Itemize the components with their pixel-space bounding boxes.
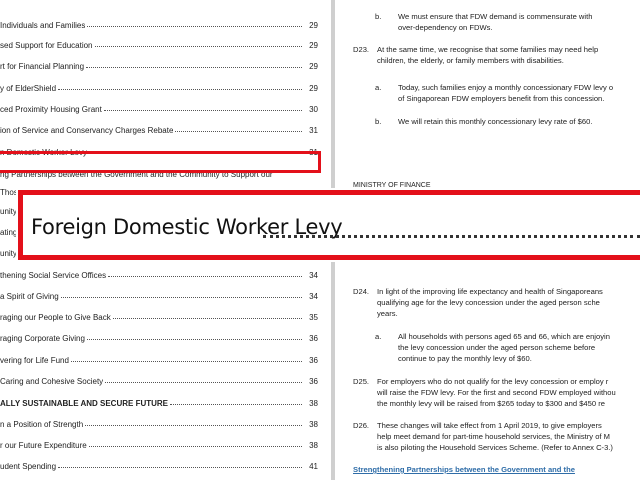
para-text: At the same time, we recognise that some families may need help bbox=[377, 45, 599, 54]
toc-page-number: 29 bbox=[309, 41, 318, 50]
toc-entry-label: rt for Financial Planning bbox=[0, 62, 85, 71]
para-text: will raise the FDW levy. For the first and second FDW employed withou bbox=[377, 388, 616, 397]
para-text: of Singaporean FDW employers benefit from this concession. bbox=[398, 94, 605, 103]
toc-entry bbox=[0, 457, 318, 471]
toc-page-number: 36 bbox=[309, 334, 318, 343]
para-number: D26. bbox=[353, 421, 370, 430]
toc-leader-dots bbox=[95, 46, 302, 47]
toc-entry-label: ALLY SUSTAINABLE AND SECURE FUTURE bbox=[0, 399, 169, 408]
toc-entry-label: sed Support for Education bbox=[0, 41, 93, 50]
toc-entry-label: unity bbox=[0, 249, 17, 258]
para-text: We will retain this monthly concessionary levy rate of $60. bbox=[398, 117, 593, 126]
toc-page-number: 41 bbox=[309, 462, 318, 471]
toc-entry-label: thening Social Service Offices bbox=[0, 271, 107, 280]
toc-entry bbox=[0, 351, 318, 365]
toc-leader-dots bbox=[108, 276, 302, 277]
toc-leader-dots bbox=[175, 131, 302, 132]
toc-entry bbox=[0, 372, 318, 386]
para-marker: a. bbox=[375, 332, 382, 341]
toc-leader-dots bbox=[105, 382, 302, 383]
banner-title: Foreign Domestic Worker Levy bbox=[31, 215, 343, 239]
para-text: These changes will take effect from 1 April 2019, to give employers bbox=[377, 421, 602, 430]
toc-entry-label: Thos bbox=[0, 188, 18, 197]
toc-entry bbox=[0, 100, 318, 114]
toc-entry-label: ng Partnerships between the Government and the Community to Support our bbox=[0, 170, 273, 179]
toc-entry-label: ion of Service and Conservancy Charges Rebate bbox=[0, 126, 174, 135]
toc-page-number: 29 bbox=[309, 84, 318, 93]
toc-entry bbox=[0, 394, 318, 408]
toc-page-number: 31 bbox=[309, 126, 318, 135]
toc-leader-dots bbox=[113, 318, 302, 319]
toc-entry-label: unity bbox=[0, 207, 17, 216]
toc-page-number: 38 bbox=[309, 399, 318, 408]
toc-page-number: 35 bbox=[309, 313, 318, 322]
toc-entry-label: raging Corporate Giving bbox=[0, 334, 85, 343]
toc-leader-dots bbox=[71, 361, 302, 362]
para-text: Today, such families enjoy a monthly concessionary FDW levy o bbox=[398, 83, 614, 92]
toc-entry-label: Individuals and Families bbox=[0, 21, 86, 30]
toc-page-number: 36 bbox=[309, 377, 318, 386]
toc-entry bbox=[0, 287, 318, 301]
para-text: help meet demand for part-time household services, the Ministry of M bbox=[377, 432, 610, 441]
para-marker: a. bbox=[375, 83, 382, 92]
toc-page-number: 30 bbox=[309, 105, 318, 114]
toc-leader-dots bbox=[86, 67, 302, 68]
para-text: qualifying age for the levy concession under the aged person sche bbox=[377, 298, 600, 307]
toc-entry-label: raging our People to Give Back bbox=[0, 313, 111, 322]
section-heading: Strengthening Partnerships between the Government and the bbox=[353, 465, 575, 474]
toc-leader-dots bbox=[85, 425, 302, 426]
para-text: All households with persons aged 65 and 66, which are enjoyin bbox=[398, 332, 610, 341]
toc-entry-label: udent Spending bbox=[0, 462, 57, 471]
toc-entry-label: y of ElderShield bbox=[0, 84, 57, 93]
banner-leader-dots bbox=[263, 235, 640, 238]
toc-page-number: 34 bbox=[309, 271, 318, 280]
para-number: D25. bbox=[353, 377, 370, 386]
para-text: the levy concession under the aged person scheme before bbox=[398, 343, 596, 352]
toc-entry-label: ating bbox=[0, 228, 18, 237]
toc-leader-dots bbox=[61, 297, 302, 298]
toc-page-number: 36 bbox=[309, 356, 318, 365]
toc-leader-dots bbox=[58, 467, 302, 468]
toc-entry bbox=[0, 329, 318, 343]
toc-leader-dots bbox=[87, 26, 302, 27]
toc-entry bbox=[0, 415, 318, 429]
toc-entry-label: Caring and Cohesive Society bbox=[0, 377, 104, 386]
para-number: D23. bbox=[353, 45, 370, 54]
toc-entry bbox=[0, 36, 318, 50]
para-number: D24. bbox=[353, 287, 370, 296]
para-text: We must ensure that FDW demand is commensurate with bbox=[398, 12, 593, 21]
toc-page-number: 29 bbox=[309, 21, 318, 30]
para-text: In light of the improving life expectancy and health of Singaporeans bbox=[377, 287, 603, 296]
para-text: years. bbox=[377, 309, 398, 318]
toc-entry bbox=[0, 79, 318, 93]
toc-leader-dots bbox=[104, 110, 302, 111]
toc-entry bbox=[0, 436, 318, 450]
toc-leader-dots bbox=[58, 89, 302, 90]
toc-leader-dots bbox=[87, 339, 302, 340]
para-marker: b. bbox=[375, 12, 382, 21]
toc-leader-dots bbox=[89, 446, 302, 447]
para-text: continue to pay the monthly levy of $60. bbox=[398, 354, 532, 363]
toc-leader-dots bbox=[170, 404, 302, 405]
toc-entry-label: ced Proximity Housing Grant bbox=[0, 105, 102, 114]
para-marker: b. bbox=[375, 117, 382, 126]
toc-entry bbox=[0, 308, 318, 322]
toc-entry-label: a Spirit of Giving bbox=[0, 292, 59, 301]
toc-entry bbox=[0, 266, 318, 280]
toc-entry bbox=[0, 16, 318, 30]
para-text: For employers who do not qualify for the levy concession or employ r bbox=[377, 377, 609, 386]
toc-entry-label: vering for Life Fund bbox=[0, 356, 69, 365]
toc-page-number: 29 bbox=[309, 62, 318, 71]
para-text: children, the elderly, or family members with disabilities. bbox=[377, 56, 564, 65]
toc-page-number: 34 bbox=[309, 292, 318, 301]
toc-page-number: 31 bbox=[309, 148, 318, 157]
toc-page-number: 38 bbox=[309, 441, 318, 450]
para-text: the monthly levy will be raised from $265 today to $300 and $450 re bbox=[377, 399, 605, 408]
para-text: is also piloting the Household Services Scheme. (Refer to Annex C-3.) bbox=[377, 443, 613, 452]
para-text: over-dependency on FDWs. bbox=[398, 23, 493, 32]
toc-page-number: 38 bbox=[309, 420, 318, 429]
toc-entry-label: r our Future Expenditure bbox=[0, 441, 87, 450]
ministry-label: MINISTRY OF FINANCE bbox=[353, 182, 431, 189]
toc-entry-label: n Domestic Worker Levy bbox=[0, 148, 87, 157]
toc-entry bbox=[0, 121, 318, 135]
toc-entry bbox=[0, 57, 318, 71]
toc-highlight-box bbox=[0, 151, 321, 173]
toc-entry-label: n a Position of Strength bbox=[0, 420, 84, 429]
zoom-highlight-banner bbox=[18, 190, 640, 260]
